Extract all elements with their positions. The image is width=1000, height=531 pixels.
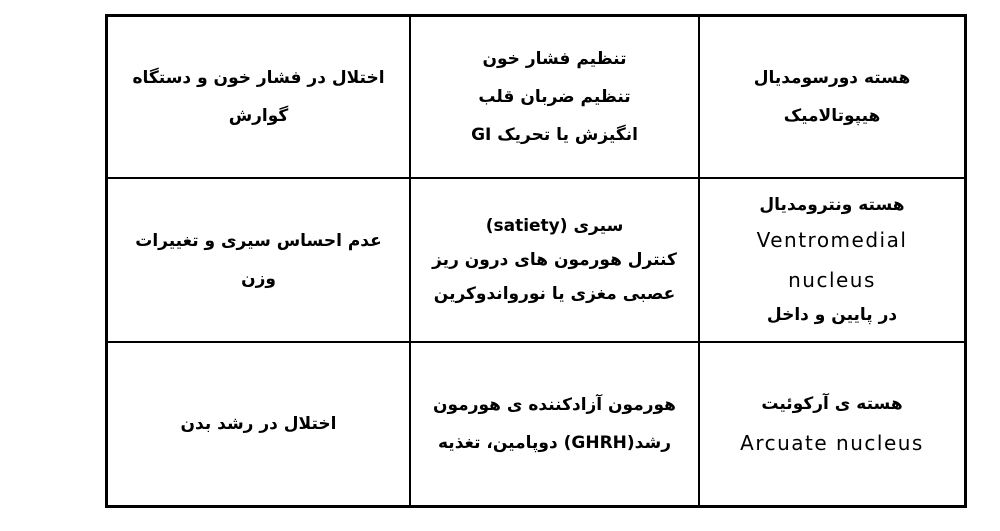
- cell-line: وزن: [241, 268, 276, 289]
- cell-line: هسته ی آرکوئیت: [761, 393, 903, 414]
- cell-line: تنظیم فشار خون: [482, 48, 627, 69]
- function-cell: [410, 342, 699, 507]
- cell-line: هسته ونترومدیال: [759, 194, 905, 215]
- table-row: [107, 342, 966, 507]
- cell-line: هسته دورسومدیال: [753, 67, 911, 88]
- cell-line-latin: Arcuate nucleus: [740, 430, 924, 455]
- cell-line: عدم احساس سیری و تغییرات: [135, 230, 382, 251]
- cell-line-latin: Ventromedial: [756, 227, 908, 252]
- hypothalamic-nuclei-table: [105, 14, 967, 508]
- function-cell: [410, 178, 699, 342]
- effects-cell: [107, 16, 411, 178]
- cell-line: کنترل هورمون های درون ریز: [432, 249, 677, 270]
- effects-cell: [107, 342, 411, 507]
- table-row: [107, 16, 966, 178]
- function-cell: [410, 16, 699, 178]
- cell-line: هورمون آزادکننده ی هورمون: [433, 394, 676, 415]
- cell-line: رشد(GHRH) دوپامین، تغذیه: [438, 432, 671, 453]
- cell-line: در پایین و داخل: [766, 304, 898, 325]
- cell-line: اختلال در فشار خون و دستگاه: [132, 67, 385, 88]
- cell-line: تنظیم ضربان قلب: [478, 86, 631, 107]
- nucleus-cell: [699, 178, 966, 342]
- cell-line: هیپوتالامیک: [783, 105, 881, 126]
- hypothalamic-nuclei-table-container: [105, 14, 924, 505]
- nucleus-cell: [699, 16, 966, 178]
- cell-line: عصبی مغزی یا نورواندوکرین: [433, 283, 676, 304]
- table-row: [107, 178, 966, 342]
- cell-line: گوارش: [228, 105, 289, 126]
- cell-line: سیری (satiety): [485, 215, 624, 236]
- cell-line-latin: nucleus: [788, 267, 876, 292]
- cell-line: انگیزش یا تحریک GI: [471, 124, 638, 145]
- cell-line: اختلال در رشد بدن: [180, 413, 337, 434]
- effects-cell: [107, 178, 411, 342]
- nucleus-cell: [699, 342, 966, 507]
